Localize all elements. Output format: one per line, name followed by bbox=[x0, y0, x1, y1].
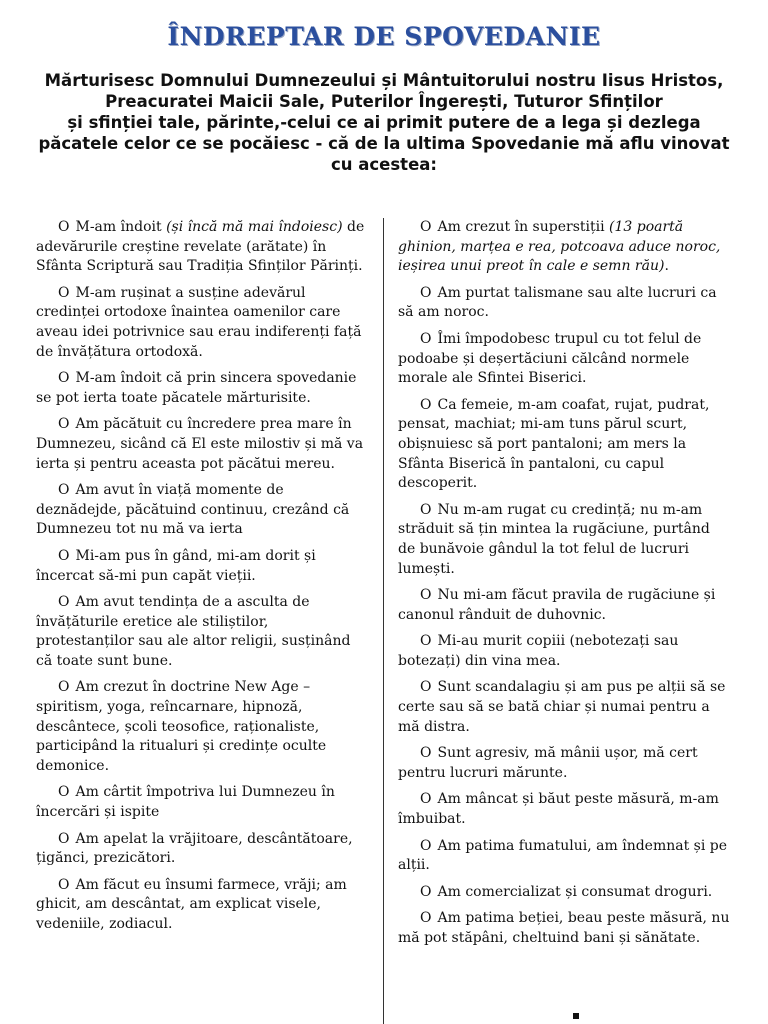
confession-item bbox=[36, 415, 370, 474]
item-text: Am crezut în superstiții bbox=[437, 219, 610, 235]
confession-item bbox=[398, 837, 730, 876]
confession-item bbox=[398, 883, 730, 903]
item-text-after: . bbox=[664, 258, 669, 275]
intro-line-3: și sfinției tale, părinte,-celui ce ai primit putere de a lega și dezlega păcatele celor ce se pocăiesc - că de la ultima Spovedanie mă aflu vinovat cu acestea: bbox=[38, 113, 730, 174]
item-text: M-am îndoit bbox=[75, 219, 167, 235]
right-column bbox=[398, 218, 730, 956]
checkbox-circle-icon[interactable]: O bbox=[58, 370, 70, 387]
checkbox-circle-icon[interactable]: O bbox=[420, 587, 432, 604]
checkbox-circle-icon[interactable]: O bbox=[58, 830, 70, 847]
confession-item bbox=[398, 396, 730, 494]
confession-item bbox=[36, 218, 370, 277]
checkbox-circle-icon[interactable]: O bbox=[58, 482, 70, 499]
item-text: Am comercializat și consumat droguri. bbox=[437, 883, 713, 900]
item-text: Am patima fumatului, am îndemnat și pe alții. bbox=[398, 837, 728, 874]
confession-item bbox=[36, 593, 370, 671]
confession-item bbox=[398, 909, 730, 948]
checkbox-circle-icon[interactable]: O bbox=[420, 883, 432, 900]
checkbox-circle-icon[interactable]: O bbox=[58, 594, 70, 611]
item-text: Sunt scandalagiu și am pus pe alții să se certe sau să se bată chiar și numai pentru a mă distra. bbox=[398, 679, 726, 735]
item-text: Am crezut în doctrine New Age – spiritism, yoga, reîncarnare, hipnoză, descântece, școli teosofice, raționaliste, participând la ritualuri și credințe oculte demonice. bbox=[36, 679, 327, 774]
checkbox-circle-icon[interactable]: O bbox=[420, 219, 432, 235]
item-text: Nu m-am rugat cu credință; nu m-am străduit să țin mintea la rugăciune, purtând de bunăvoie gândul la tot felul de lucruri lumești. bbox=[398, 501, 710, 577]
item-text: M-am îndoit că prin sincera spovedanie se pot ierta toate păcatele mărturisite. bbox=[36, 370, 357, 406]
checkbox-circle-icon[interactable]: O bbox=[420, 745, 432, 762]
confession-item bbox=[398, 632, 730, 671]
checkbox-circle-icon[interactable]: O bbox=[420, 910, 432, 927]
confession-item bbox=[398, 501, 730, 579]
item-text: Îmi împodobesc trupul cu tot felul de podoabe și deșertăciuni călcând normele morale ale Sfintei Biserici. bbox=[398, 330, 702, 387]
item-text: Am mâncat și băut peste măsură, m-am îmbuibat. bbox=[398, 791, 719, 828]
item-text-italic: (și încă mă mai îndoiesc) bbox=[166, 219, 343, 235]
confession-item bbox=[36, 783, 370, 822]
confession-item bbox=[398, 678, 730, 737]
item-text: Am făcut eu însumi farmece, vrăji; am ghicit, am descântat, am explicat visele, vedeniile, zodiacul. bbox=[36, 876, 347, 932]
item-text-italic: (13 poartă ghinion, marțea e rea, potcoava aduce noroc, ieșirea unui preot în cale e semn rău) bbox=[398, 219, 721, 275]
confession-item bbox=[398, 744, 730, 783]
item-text: Ca femeie, m-am coafat, rujat, pudrat, pensat, machiat; mi-am tuns părul scurt, obișnuiesc să port pantaloni; am mers la Sfânta Biserică în pantaloni, cu capul descoperit. bbox=[398, 396, 710, 492]
item-text: Am patima beției, beau peste măsură, nu mă pot stăpâni, cheltuind bani și sănătate. bbox=[398, 910, 730, 946]
confession-item bbox=[36, 830, 370, 869]
confession-item bbox=[36, 678, 370, 776]
item-text: Nu mi-am făcut pravila de rugăciune și canonul rânduit de duhovnic. bbox=[398, 587, 716, 623]
intro-line-2: Preacuratei Maicii Sale, Puterilor Îngerești, Tuturor Sfinților bbox=[105, 92, 663, 111]
confession-item bbox=[398, 790, 730, 829]
item-text-after: de adevărurile creștine revelate (arătate) în Sfânta Scriptură sau Tradiția Sfinților Părinți. bbox=[36, 219, 365, 275]
bullet-mark bbox=[573, 1013, 579, 1019]
checkbox-circle-icon[interactable]: O bbox=[58, 784, 70, 801]
confession-item bbox=[36, 284, 370, 362]
item-text: Am cârtit împotriva lui Dumnezeu în încercări și ispite bbox=[36, 784, 335, 821]
checkbox-circle-icon[interactable]: O bbox=[420, 330, 432, 347]
item-text: Am păcătuit cu încredere prea mare în Dumnezeu, sicând că El este milostiv și mă va ierta și pentru aceasta pot păcătui mereu. bbox=[36, 416, 364, 472]
checkbox-circle-icon[interactable]: O bbox=[420, 679, 432, 696]
confession-item bbox=[36, 547, 370, 586]
checkbox-circle-icon[interactable]: O bbox=[420, 633, 432, 650]
left-column bbox=[36, 218, 370, 942]
item-text: M-am rușinat a susține adevărul credinței ortodoxe înaintea oamenilor care aveau idei potrivnice sau erau indiferenți față de învățătura ortodoxă. bbox=[36, 284, 362, 360]
checkbox-circle-icon[interactable]: O bbox=[420, 837, 432, 854]
item-text: Am purtat talismane sau alte lucruri ca să am noroc. bbox=[398, 284, 717, 321]
column-divider bbox=[383, 218, 384, 1024]
checkbox-circle-icon[interactable]: O bbox=[58, 876, 70, 893]
confession-item bbox=[36, 876, 370, 935]
item-text: Mi-au murit copiii (nebotezați sau botezați) din vina mea. bbox=[398, 633, 679, 669]
checkbox-circle-icon[interactable]: O bbox=[58, 547, 70, 564]
item-text: Am avut tendința de a asculta de învățăturile eretice ale stiliștilor, protestanților sau ale altor religii, susținând că toate sunt bune. bbox=[36, 594, 351, 669]
checkbox-circle-icon[interactable]: O bbox=[58, 219, 70, 235]
checkbox-circle-icon[interactable]: O bbox=[420, 396, 432, 413]
confession-item bbox=[398, 218, 730, 277]
confession-item bbox=[36, 481, 370, 540]
checkbox-circle-icon[interactable]: O bbox=[58, 284, 70, 301]
item-text: Mi-am pus în gând, mi-am dorit și încercat să-mi pun capăt vieții. bbox=[36, 547, 316, 584]
confession-item bbox=[398, 586, 730, 625]
page-title: ÎNDREPTAR DE SPOVEDANIE bbox=[167, 22, 601, 51]
checkbox-circle-icon[interactable]: O bbox=[420, 284, 432, 301]
checkbox-circle-icon[interactable]: O bbox=[420, 501, 432, 518]
confession-intro bbox=[30, 70, 738, 175]
confession-item bbox=[36, 369, 370, 408]
confession-item bbox=[398, 330, 730, 389]
confession-item bbox=[398, 284, 730, 323]
checkbox-circle-icon[interactable]: O bbox=[420, 791, 432, 808]
checkbox-circle-icon[interactable]: O bbox=[58, 416, 70, 433]
item-text: Am apelat la vrăjitoare, descântătoare, țigănci, prezicători. bbox=[36, 830, 353, 867]
intro-line-1: Mărturisesc Domnului Dumnezeului și Mântuitorului nostru Iisus Hristos, bbox=[44, 71, 724, 90]
item-text: Sunt agresiv, mă mânii ușor, mă cert pentru lucruri mărunte. bbox=[398, 745, 698, 781]
item-text: Am avut în viață momente de deznădejde, păcătuind continuu, crezând că Dumnezeu tot nu mă va ierta bbox=[36, 482, 350, 538]
checkbox-circle-icon[interactable]: O bbox=[58, 679, 70, 696]
